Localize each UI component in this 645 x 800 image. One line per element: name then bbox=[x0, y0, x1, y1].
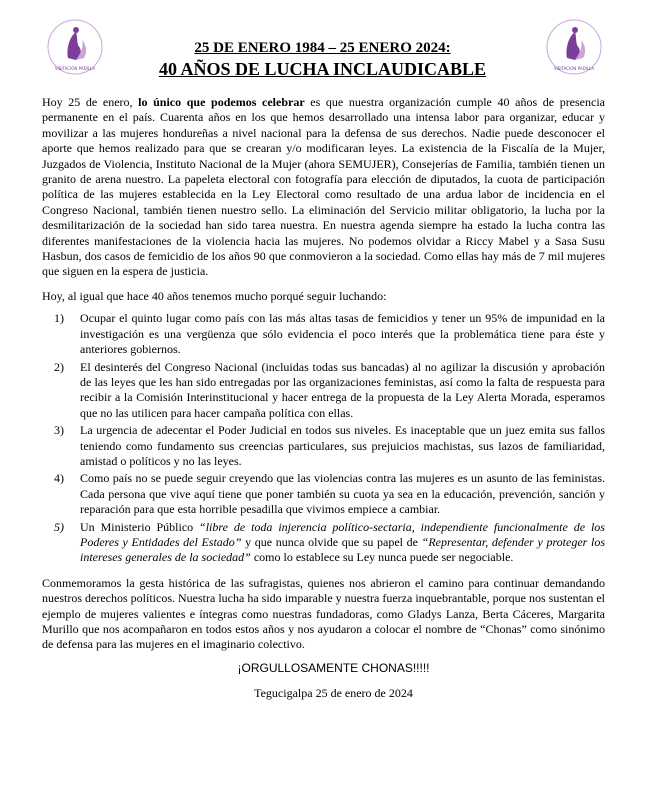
quoted-law-text: “libre de toda injerencia político-sectaria, independiente funcionalmente de los Poderes y Entidades del Estado” bbox=[80, 519, 605, 549]
closing-paragraph: Conmemoramos la gesta histórica de las sufragistas, quienes nos abrieron el camino para continuar demandando nuestros derechos políticos. Nuestra lucha ha sido imparable y nuestra fuerza inquebrantable, porque nos sustentan el ejemplo de mujeres valientes e íntegras como nuestras fundadoras, como Gladys Lanza, Berta Cáceres, Margarita Murillo que nos acompañaron en todos estos años y nos ayudaron a colocar el nombre de “Chonas” como sinónimo de defensa para las mujeres en el imaginario colectivo. bbox=[42, 575, 605, 652]
document-title bbox=[0, 38, 645, 80]
place-date: Tegucigalpa 25 de enero de 2024 bbox=[254, 686, 413, 701]
slogan: ¡ORGULLOSAMENTE CHONAS!!!!! bbox=[237, 660, 430, 675]
document-body bbox=[42, 95, 605, 702]
svg-text:VISITACION PADILLA: VISITACION PADILLA bbox=[553, 66, 595, 71]
list-item: 3) La urgencia de adecentar el Poder Judicial en todos sus niveles. Es inaceptable que un juez emita sus fallos teniendo como fundamento sus creencias particulares, sus prejuicios machistas, sus lazos de familiaridad, amistad o políticos y no las leyes. bbox=[54, 423, 605, 468]
today-paragraph: Hoy, al igual que hace 40 años tenemos mucho porqué seguir luchando: bbox=[42, 288, 387, 303]
list-item: 1) Ocupar el quinto lugar como país con las más altas tasas de femicidios y tener un 95% de impunidad en la investigación es una vergüenza que sólo evidencia el poco interés que la problemática tiene para éste y anteriores gobiernos. bbox=[54, 311, 605, 357]
list-item: 2) El desinterés del Congreso Nacional (incluidas todas sus bancadas) al no agilizar la discusión y aprobación de las leyes que les han sido entregadas por las organizaciones feministas, así como la falta de respuesta para recibir a la Comisión Interinstitucional y hacer entrega de la propuesta de la Ley Alerta Morada, esperamos que no las utilicen para hacer campaña política con ellas. bbox=[54, 359, 605, 420]
title-dates: 25 DE ENERO 1984 – 25 ENERO 2024: bbox=[194, 40, 451, 56]
quoted-role-text: “Representar, defender y proteger los intereses generales de la sociedad” bbox=[80, 534, 605, 565]
intro-paragraph bbox=[42, 95, 605, 280]
intro-lead: Hoy 25 de enero, bbox=[42, 95, 139, 109]
list-item: 4) Como país no se puede seguir creyendo que las violencias contra las mujeres es un asunto de las feministas. Cada persona que vive aquí tiene que poner también su cuota ya sea en la educación, prevención, sanción y reparación para que esta horrible pesadilla que vivimos empiece a cambiar. bbox=[54, 471, 605, 517]
demands-list bbox=[42, 311, 605, 566]
list-item: 5) Un Ministerio Público “libre de toda injerencia político-sectaria, independiente funcionalmente de los Poderes y Entidades del Estado” y que nunca olvide que su papel de “Representar, defender y proteger los intereses generales de la sociedad” como lo establece su Ley nunca puede ser negociable. bbox=[54, 519, 605, 565]
svg-text:VISITACION PADILLA: VISITACION PADILLA bbox=[54, 66, 96, 71]
intro-bold-phrase: lo único que podemos celebrar bbox=[138, 95, 305, 109]
title-main: 40 AÑOS DE LUCHA INCLAUDICABLE bbox=[158, 59, 487, 79]
intro-rest: es que nuestra organización cumple 40 años de presencia permanente en el país. Cuarenta años en los que hemos desarrollado una intensa labor para organizar, educar y movilizar a las mujeres hondureñas a nivel nacional para la defensa de sus derechos. Nadie puede desconocer el aporte que hemos realizado para que se crearan y/o modificaran leyes. La existencia de la Fiscalía de la Mujer, Juzgados de Violencia, Instituto Nacional de la Mujer (ahora SEMUJER), Consejerías de Familia, también tienen un granito de arena nuestro. La papeleta electoral con fotografía para elección de diputados, la cuota de participación política de las mujeres establecida en la Ley Electoral como resultado de una ardua labor de incidencia en el Congreso Nacional, también tienen nuestro sello. La eliminación del Servicio militar obligatorio, la lucha por la desmilitarización de la sociedad han sido tarea nuestra. En nuestra agenda siempre ha estado la lucha contra las diferentes manifestaciones de la violencia hacia las mujeres. No podemos olvidar a Riccy Mabel y a Sasa Susu Hasbun, dos casos de femicidio de los años 90 que conmovieron a la sociedad. Como ellas hay más de 7 mil mujeres que siguen en la espera de justicia. bbox=[42, 95, 605, 279]
